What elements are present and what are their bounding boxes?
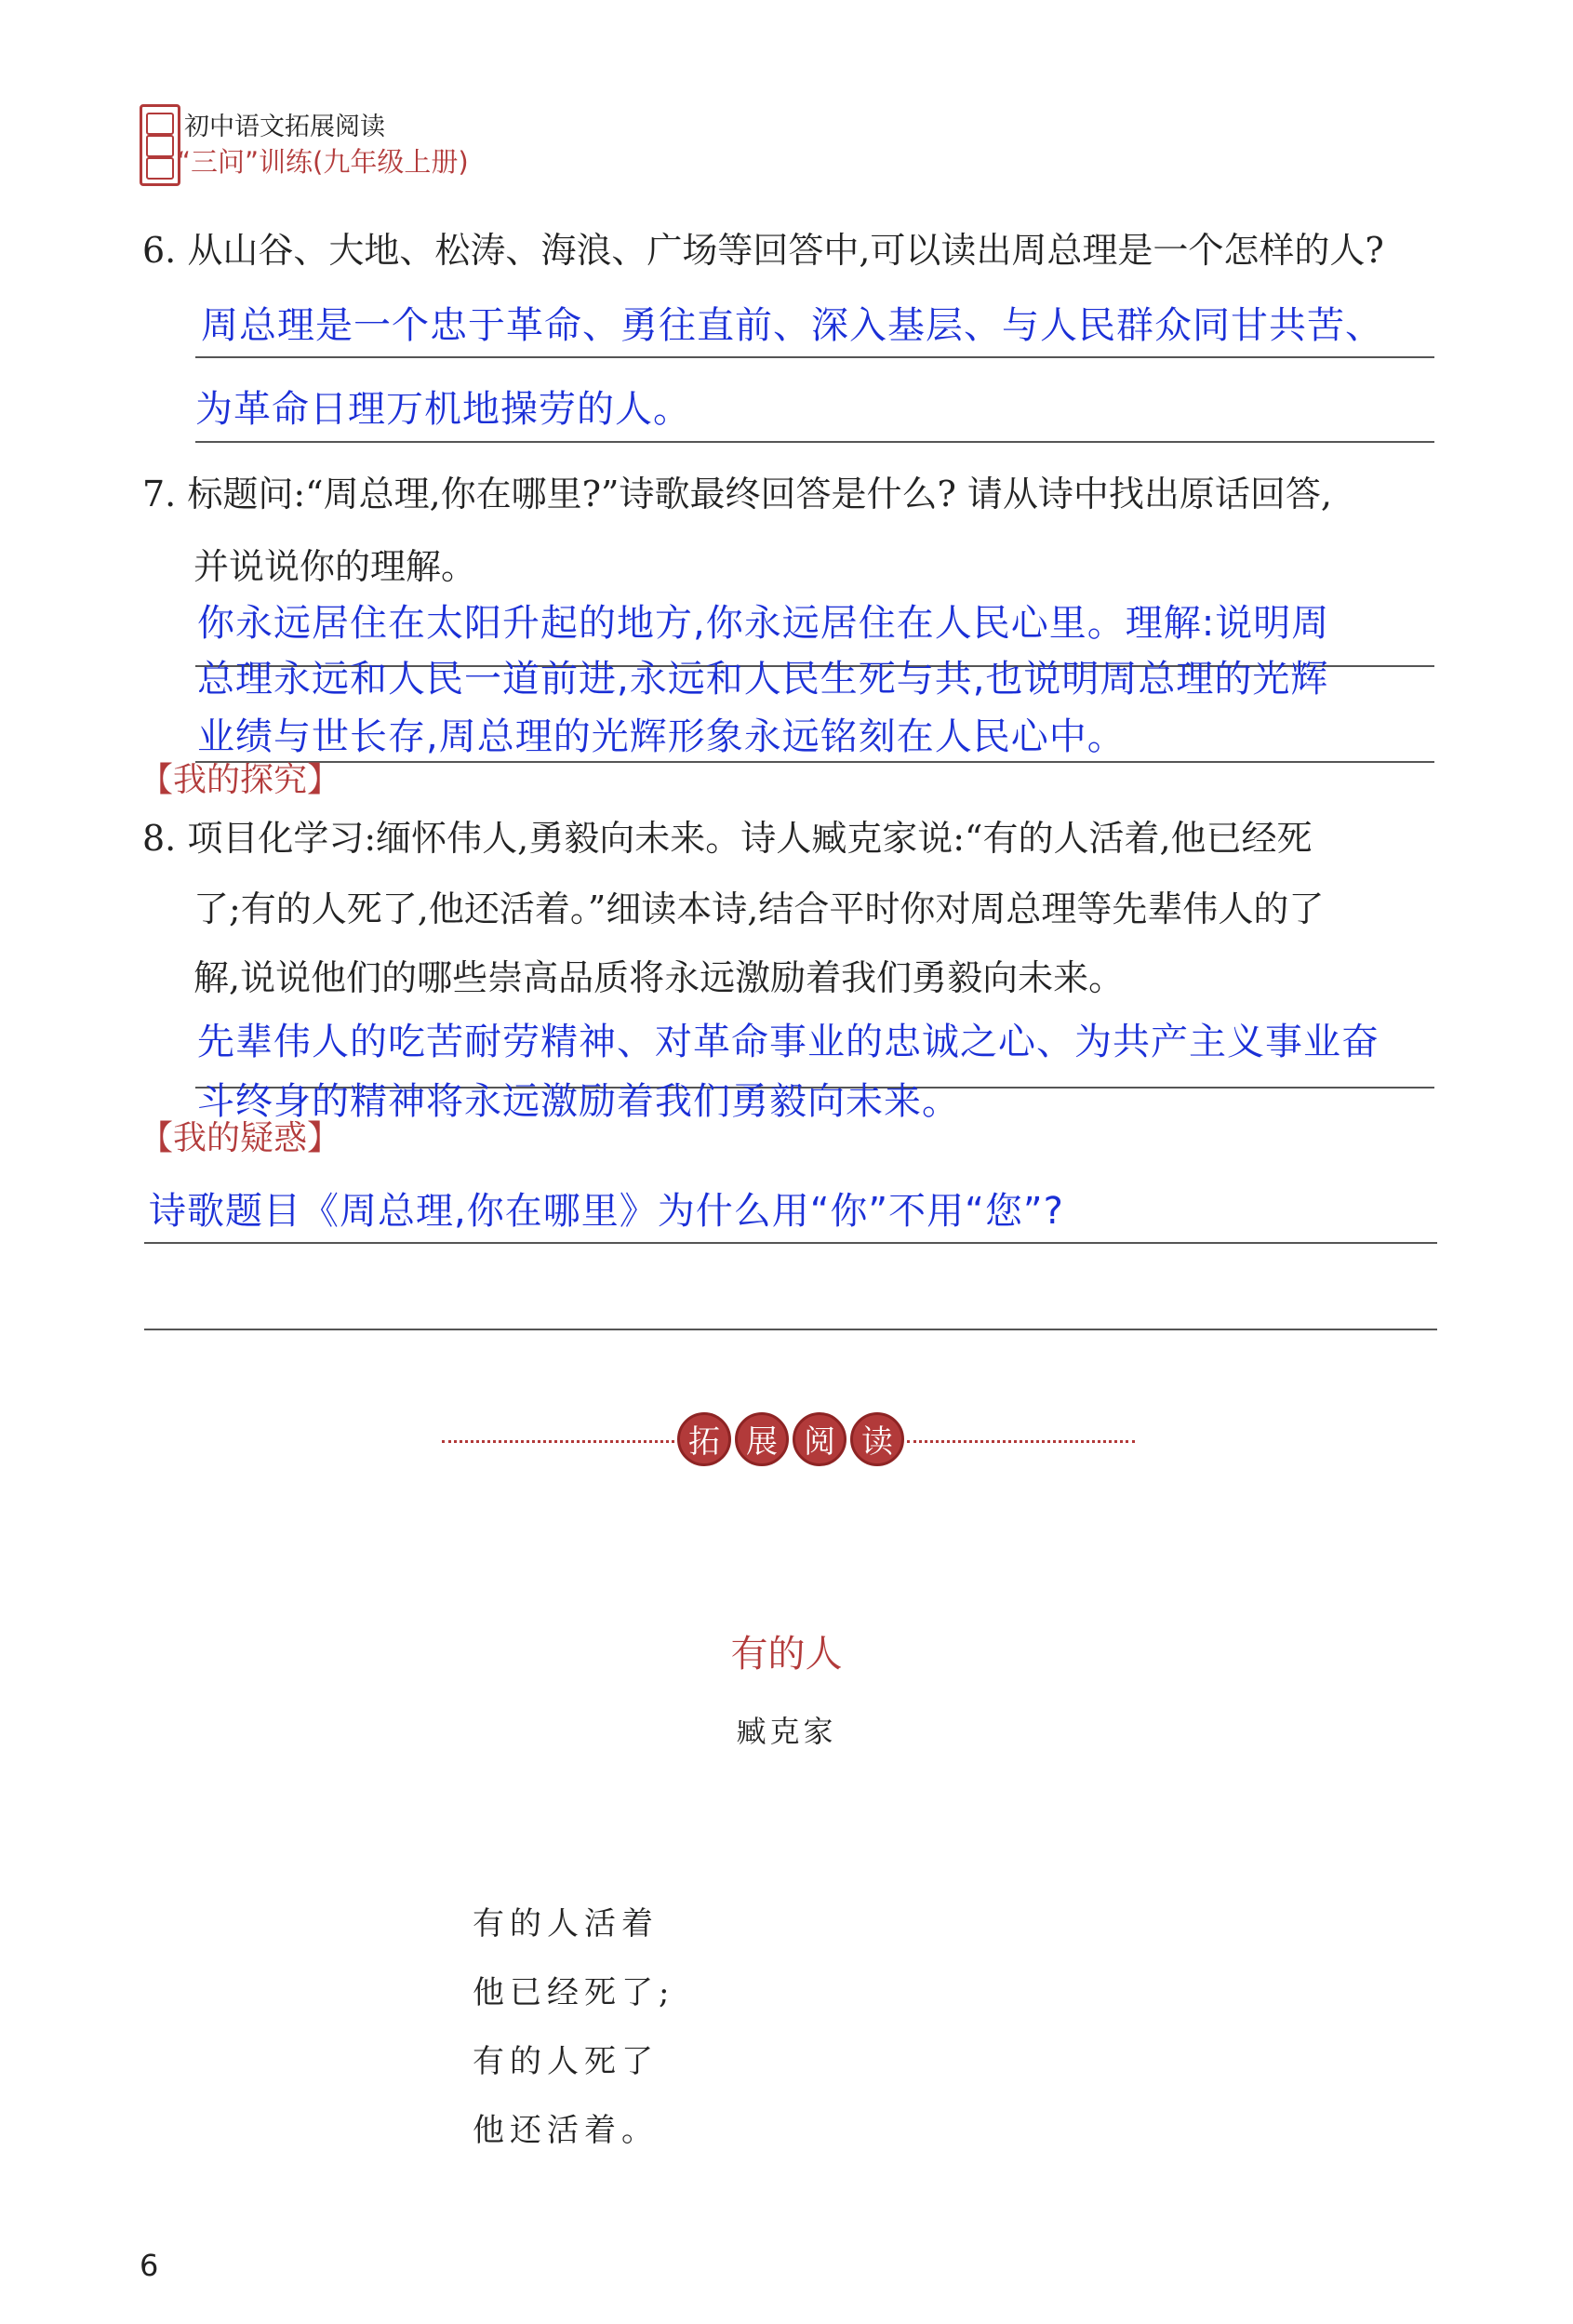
answer-8-line-2: 斗终身的精神将永远激励着我们勇毅向未来。	[197, 1080, 960, 1123]
answer-7-line-1: 你永远居住在太阳升起的地方,你永远居住在人民心里。理解:说明周	[197, 602, 1330, 645]
poem-title: 有的人	[730, 1633, 843, 1676]
answer-8-line-1: 先辈伟人的吃苦耐劳精神、对革命事业的忠诚之心、为共产主义事业奋	[197, 1021, 1380, 1063]
answer-6-line-1: 周总理是一个忠于革命、勇往直前、深入基层、与人民群众同甘共苦、	[201, 304, 1383, 347]
answer-line	[144, 1329, 1437, 1330]
poem-author: 臧克家	[736, 1714, 837, 1749]
answer-line	[195, 441, 1434, 443]
page-number: 6	[140, 2248, 159, 2283]
banner-char-3: 阅	[793, 1412, 846, 1466]
poem-line-4: 他还活着。	[473, 2112, 659, 2149]
answer-7-line-2: 总理永远和人民一道前进,永远和人民生死与共,也说明周总理的光辉	[197, 658, 1329, 701]
poem-line-1: 有的人活着	[473, 1905, 659, 1943]
answer-line	[144, 1242, 1437, 1244]
question-8-line-1: 8. 项目化学习:缅怀伟人,勇毅向未来。诗人臧克家说:“有的人活着,他已经死	[142, 818, 1313, 859]
question-7-line-1: 7. 标题问:“周总理,你在哪里?”诗歌最终回答是什么? 请从诗中找出原话回答,	[142, 474, 1332, 514]
answer-line	[195, 356, 1434, 358]
section-my-doubts: 【我的疑惑】	[140, 1119, 341, 1157]
banner-char-4: 读	[850, 1412, 904, 1466]
question-8-line-2: 了;有的人死了,他还活着。”细读本诗,结合平时你对周总理等先辈伟人的了	[193, 888, 1325, 929]
book-volume-title: “三问”训练(九年级上册)	[177, 146, 469, 178]
question-8-line-3: 解,说说他们的哪些崇高品质将永远激励着我们勇毅向未来。	[193, 957, 1125, 998]
question-7-line-2: 并说说你的理解。	[193, 546, 477, 587]
banner-char-1: 拓	[677, 1412, 731, 1466]
banner-dotted-right	[907, 1440, 1135, 1443]
book-series-title: 初中语文拓展阅读	[184, 113, 385, 141]
banner-dotted-left	[442, 1440, 674, 1443]
doubt-answer: 诗歌题目《周总理,你在哪里》为什么用“你”不用“您”?	[149, 1190, 1064, 1233]
banner-char-2: 展	[735, 1412, 789, 1466]
poem-line-2: 他已经死了;	[473, 1974, 675, 2011]
answer-6-line-2: 为革命日理万机地操劳的人。	[195, 388, 691, 431]
book-seal-logo	[140, 104, 180, 186]
section-my-exploration: 【我的探究】	[140, 761, 341, 799]
answer-line	[195, 761, 1434, 763]
answer-7-line-3: 业绩与世长存,周总理的光辉形象永远铭刻在人民心中。	[197, 715, 1126, 758]
poem-line-3: 有的人死了	[473, 2043, 659, 2080]
question-6: 6. 从山谷、大地、松涛、海浪、广场等回答中,可以读出周总理是一个怎样的人?	[142, 230, 1384, 271]
